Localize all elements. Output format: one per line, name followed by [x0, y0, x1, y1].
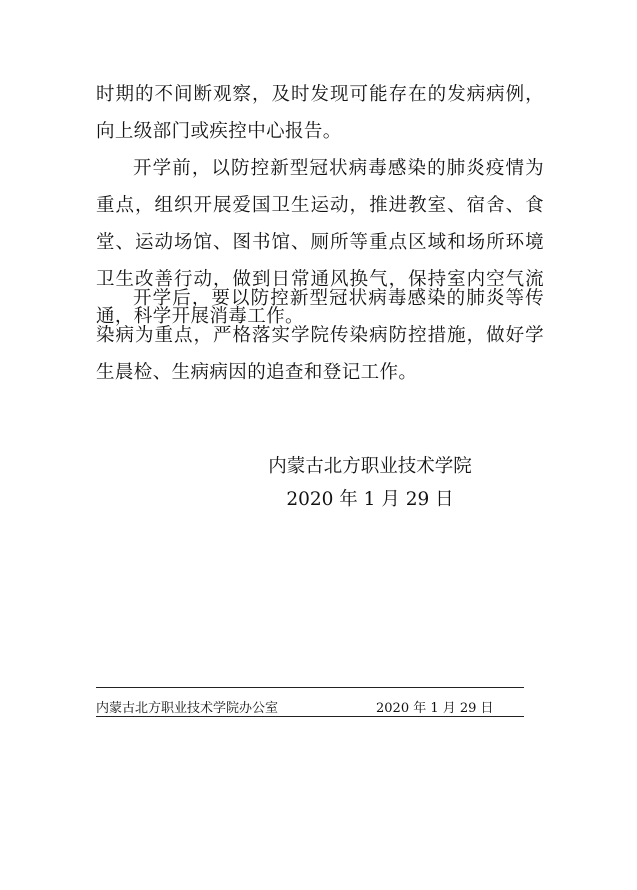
- footer-office: 内蒙古北方职业技术学院办公室: [96, 701, 279, 716]
- signature-date: 2020 年 1 月 29 日: [286, 489, 454, 510]
- body-paragraph-2: 开学前，以防控新型冠状病毒感染的肺炎疫情为重点，组织开展爱国卫生运动，推进教室、宿舍、食堂、运动场馆、图书馆、厕所等重点区域和场所环境卫生改善行动，做到日常通风换气，保持室内空气流通，科学开展消毒工作。: [96, 158, 544, 327]
- body-paragraph-3: 开学后，要以防控新型冠状病毒感染的肺炎等传染病为重点，严格落实学院传染病防控措施，做好学生晨检、生病病因的追查和登记工作。: [96, 288, 544, 383]
- footer-bottom-rule: [96, 716, 524, 717]
- signature-organization: 内蒙古北方职业技术学院: [268, 456, 472, 477]
- footer-top-rule: [96, 687, 524, 688]
- footer-date: 2020 年 1 月 29 日: [376, 701, 494, 716]
- body-paragraph-1: 时期的不间断观察，及时发现可能存在的发病病例，向上级部门或疾控中心报告。: [96, 84, 544, 142]
